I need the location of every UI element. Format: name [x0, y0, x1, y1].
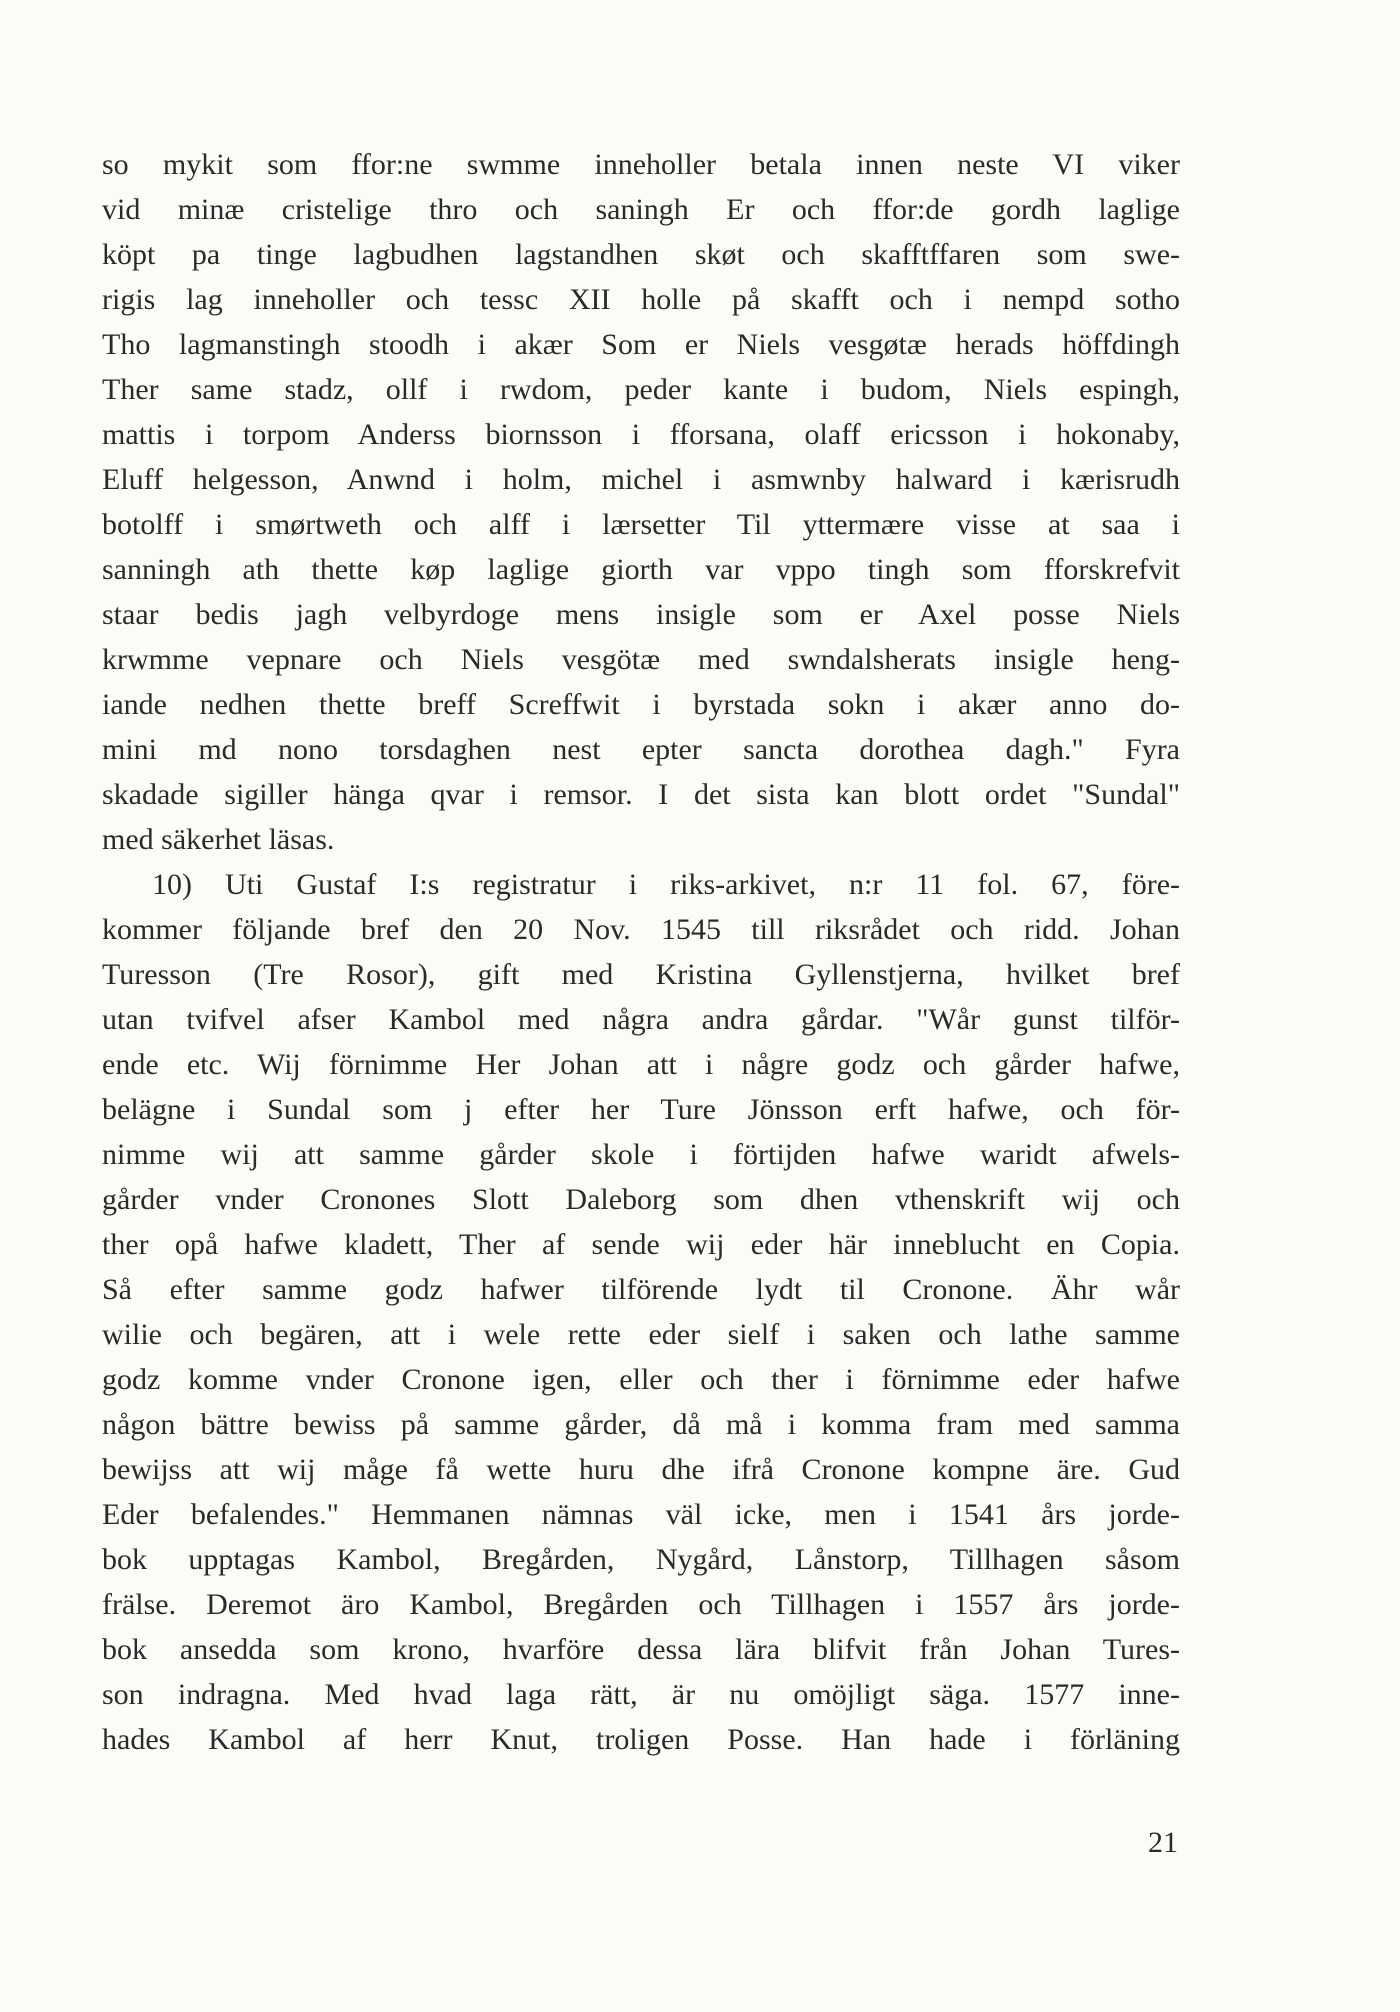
- text-line: kommer följande bref den 20 Nov. 1545 till riksrådet och ridd. Johan: [102, 913, 1180, 946]
- text-line: frälse. Deremot äro Kambol, Bregården och Tillhagen i 1557 års jorde-: [102, 1588, 1180, 1621]
- text-line: hades Kambol af herr Knut, troligen Posse. Han hade i förläning: [102, 1723, 1180, 1756]
- page-number: 21: [1148, 1826, 1178, 1859]
- text-line: vid minæ cristelige thro och saningh Er och ffor:de gordh laglige: [102, 193, 1180, 226]
- paragraph-continued: [102, 142, 1180, 862]
- text-line: Eluff helgesson, Anwnd i holm, michel i asmwnby halward i kærisrudh: [102, 463, 1180, 496]
- text-line: Så efter samme godz hafwer tilförende lydt til Cronone. Ähr wår: [102, 1273, 1180, 1306]
- text-line: belägne i Sundal som j efter her Ture Jönsson erft hafwe, och för-: [102, 1093, 1180, 1126]
- text-line: ende etc. Wij förnimme Her Johan att i någre godz och gårder hafwe,: [102, 1048, 1180, 1081]
- text-line: bok upptagas Kambol, Bregården, Nygård, Lånstorp, Tillhagen såsom: [102, 1543, 1180, 1576]
- text-line: rigis lag inneholler och tessc XII holle på skafft och i nempd sotho: [102, 283, 1180, 316]
- text-line: nimme wij att samme gårder skole i förtijden hafwe waridt afwels-: [102, 1138, 1180, 1171]
- text-line: mini md nono torsdaghen nest epter sancta dorothea dagh." Fyra: [102, 733, 1180, 766]
- text-line: utan tvifvel afser Kambol med några andra gårdar. "Wår gunst tilför-: [102, 1003, 1180, 1036]
- text-line: Ther same stadz, ollf i rwdom, peder kante i budom, Niels espingh,: [102, 373, 1180, 406]
- text-line: krwmme vepnare och Niels vesgötæ med swndalsherats insigle heng-: [102, 643, 1180, 676]
- body-text: [102, 142, 1180, 1762]
- text-line: iande nedhen thette breff Screffwit i byrstada sokn i akær anno do-: [102, 688, 1180, 721]
- text-line: mattis i torpom Anderss biornsson i fforsana, olaff ericsson i hokonaby,: [102, 418, 1180, 451]
- text-line: godz komme vnder Cronone igen, eller och ther i förnimme eder hafwe: [102, 1363, 1180, 1396]
- text-line: någon bättre bewiss på samme gårder, då må i komma fram med samma: [102, 1408, 1180, 1441]
- text-line: Turesson (Tre Rosor), gift med Kristina Gyllenstjerna, hvilket bref: [102, 958, 1180, 991]
- text-line: Tho lagmanstingh stoodh i akær Som er Niels vesgøtæ herads höffdingh: [102, 328, 1180, 361]
- text-line: 10) Uti Gustaf I:s registratur i riks-arkivet, n:r 11 fol. 67, före-: [152, 868, 1180, 901]
- text-line: sanningh ath thette køp laglige giorth var vppo tingh som fforskrefvit: [102, 553, 1180, 586]
- paragraph-10: [102, 862, 1180, 1762]
- text-line: so mykit som ffor:ne swmme inneholler betala innen neste VI viker: [102, 148, 1180, 181]
- text-line: bok ansedda som krono, hvarföre dessa lära blifvit från Johan Tures-: [102, 1633, 1180, 1666]
- text-line: bewijss att wij måge få wette huru dhe ifrå Cronone kompne äre. Gud: [102, 1453, 1180, 1486]
- text-line: köpt pa tinge lagbudhen lagstandhen skøt och skafftffaren som swe-: [102, 238, 1180, 271]
- text-line: staar bedis jagh velbyrdoge mens insigle som er Axel posse Niels: [102, 598, 1180, 631]
- text-line: son indragna. Med hvad laga rätt, är nu omöjligt säga. 1577 inne-: [102, 1678, 1180, 1711]
- text-line: skadade sigiller hänga qvar i remsor. I det sista kan blott ordet "Sundal": [102, 778, 1180, 811]
- text-line: gårder vnder Cronones Slott Daleborg som dhen vthenskrift wij och: [102, 1183, 1180, 1216]
- text-line: ther opå hafwe kladett, Ther af sende wij eder här inneblucht en Copia.: [102, 1228, 1180, 1261]
- text-line: wilie och begären, att i wele rette eder sielf i saken och lathe samme: [102, 1318, 1180, 1351]
- text-line: Eder befalendes." Hemmanen nämnas väl icke, men i 1541 års jorde-: [102, 1498, 1180, 1531]
- text-line: med säkerhet läsas.: [102, 823, 335, 856]
- text-line: botolff i smørtweth och alff i lærsetter Til yttermære visse at saa i: [102, 508, 1180, 541]
